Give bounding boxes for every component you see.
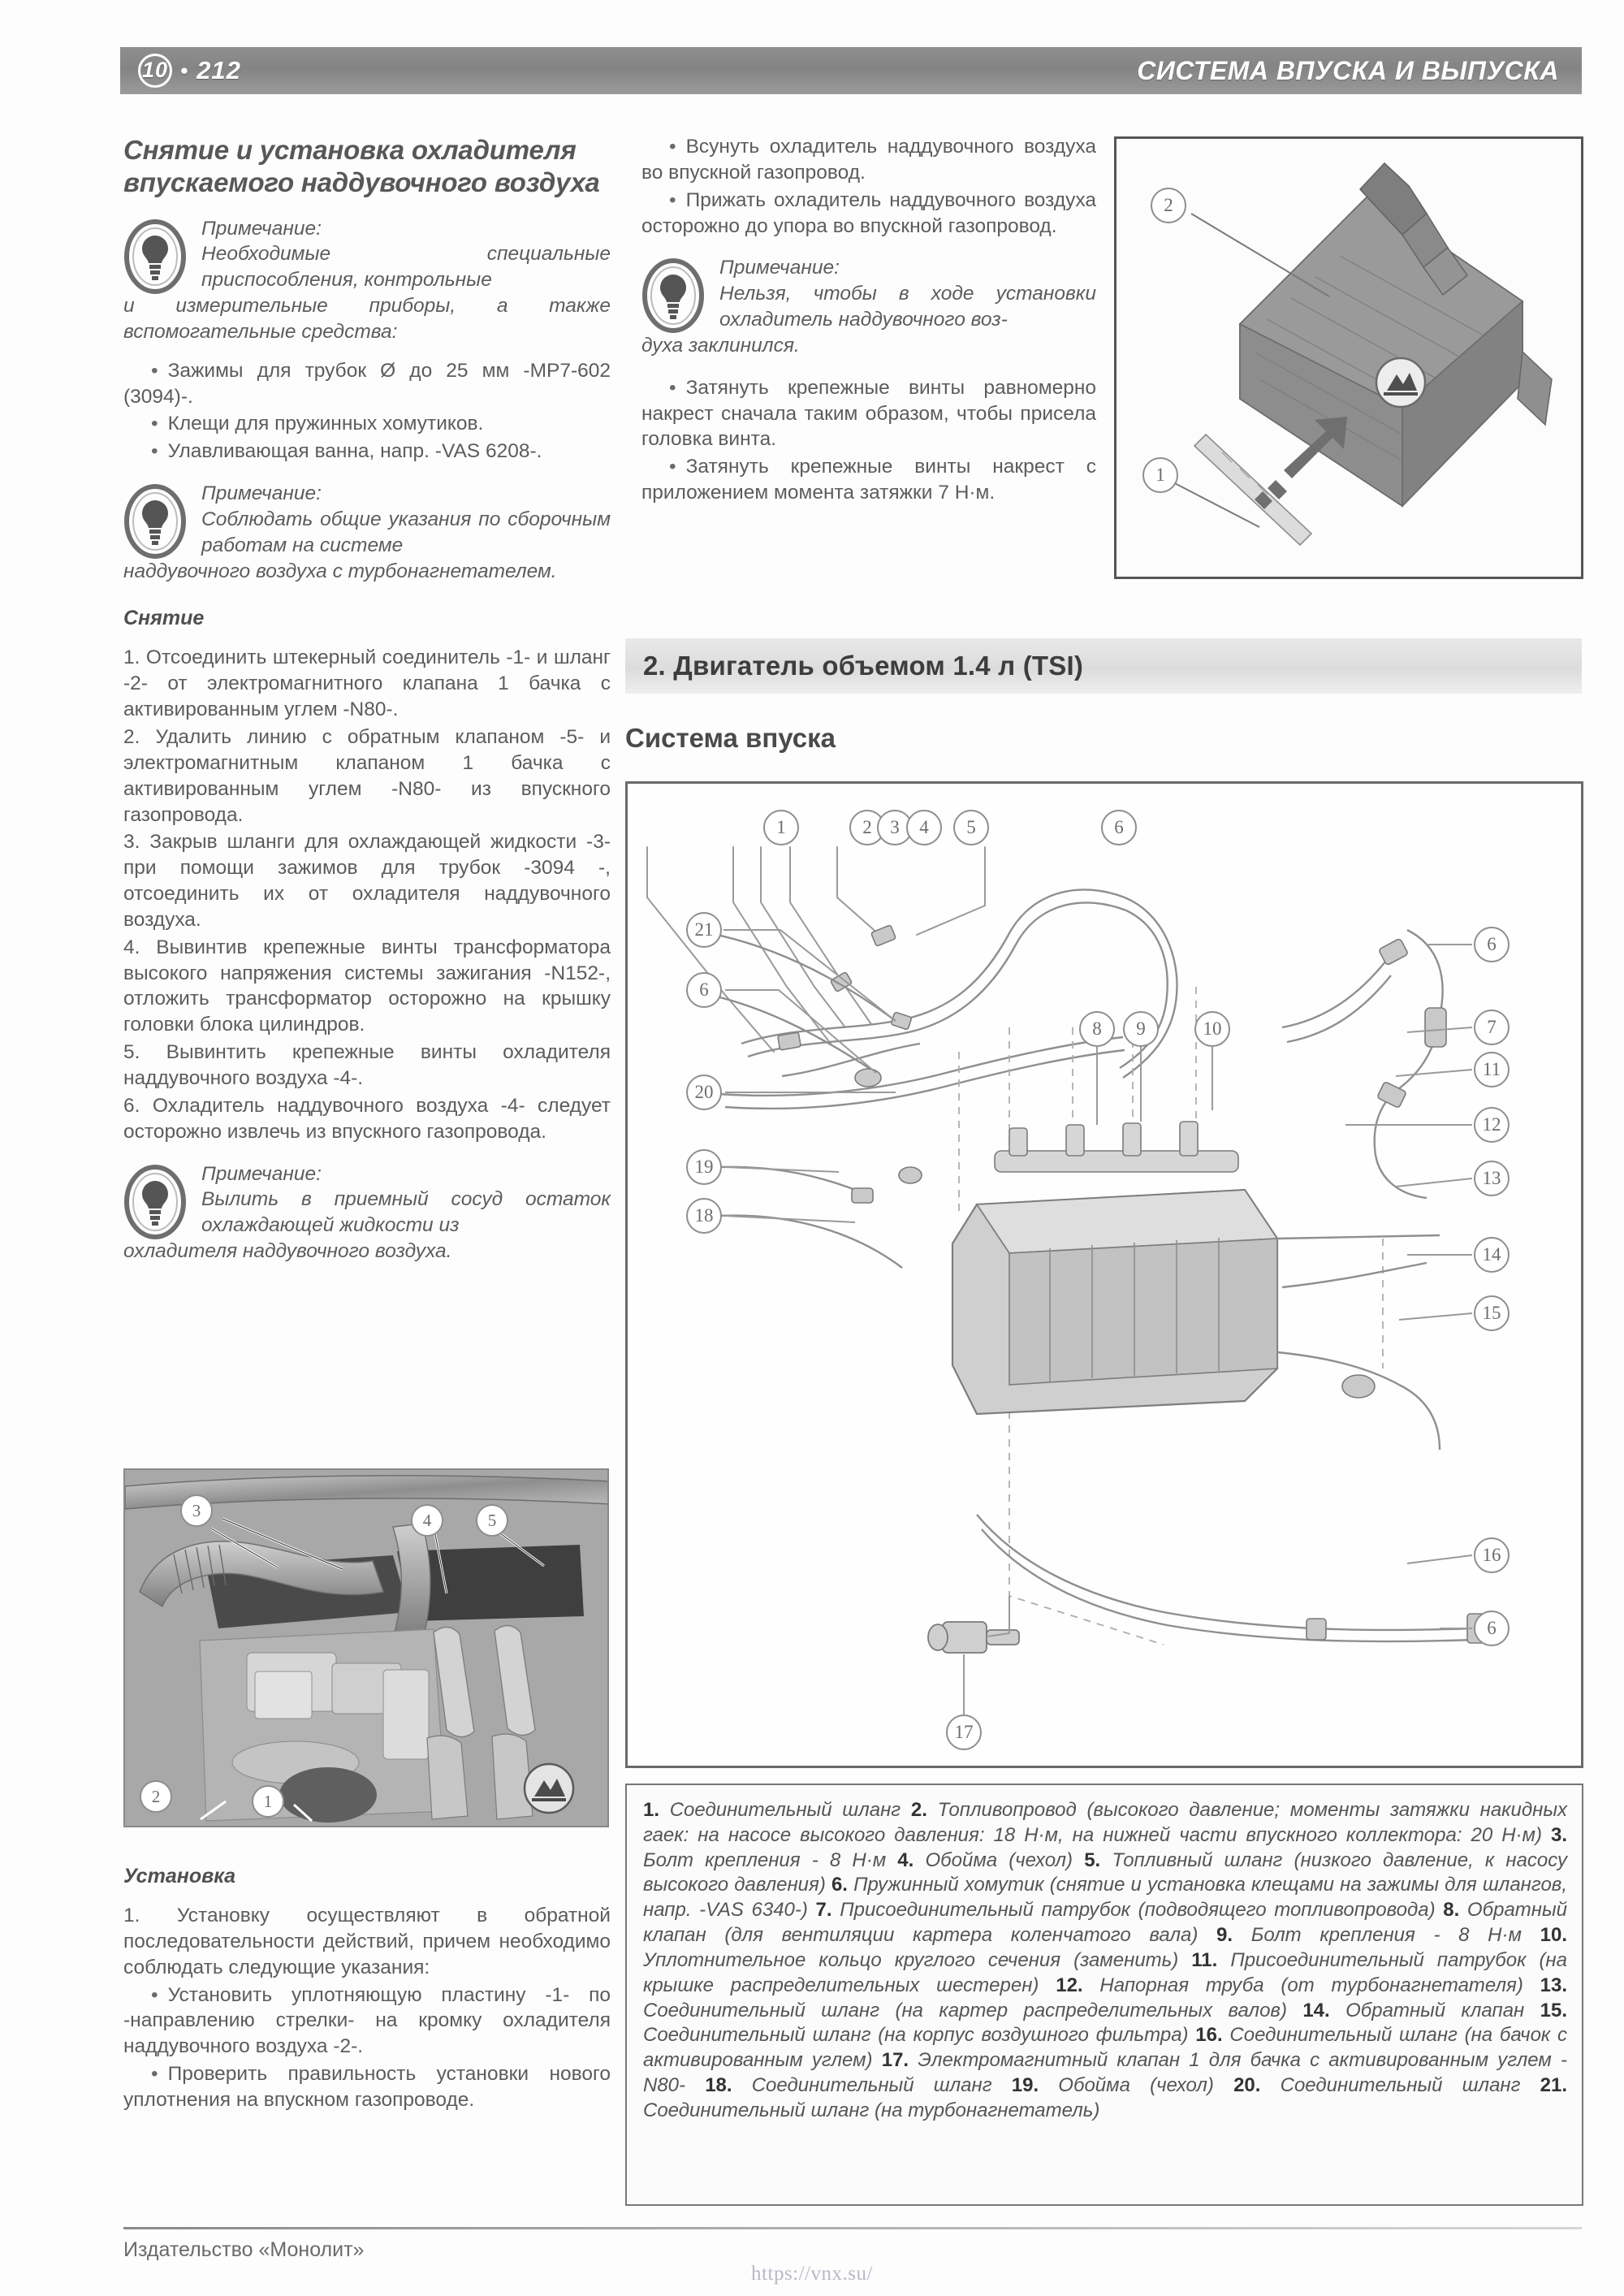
publisher-stamp (525, 1764, 573, 1813)
install-bullet-2: • Проверить правильность установки нового уплотнения на впускном газопроводе. (123, 2061, 611, 2113)
figure-callout-2: 2 (1151, 188, 1186, 223)
lightbulb-icon (641, 258, 705, 333)
diagram-callout-3: 3 (877, 810, 913, 845)
diagram-callout-19: 19 (686, 1149, 722, 1185)
note-text-1b: и измерительные приборы, а также вспомогательные средства: (123, 295, 611, 343)
header-separator: • (180, 58, 189, 83)
removal-step-2: 2. Удалить линию с обратным клапаном -5- и электромагнитным клапаном 1 бачка с активированным углем -N80- из впускного газопровода. (123, 726, 611, 826)
page-number: 212 (197, 56, 241, 84)
install-bullet-1: • Установить уплотняющую пластину -1- по -направлению стрелки- на кромку охладителя наддувочного воздуха -2-. (123, 1983, 611, 2060)
note-label-2: Примечание: (201, 482, 322, 505)
note-label-4: Примечание: (719, 257, 840, 279)
diagram-callout-1: 1 (763, 810, 799, 845)
removal-step-5: 5. Вывинтить крепежные винты охладителя наддувочного воздуха -4-. (123, 1041, 611, 1089)
note-block-4 (641, 255, 1096, 358)
note-text-1a: Необходимые специальные приспособления, контрольные (201, 243, 611, 292)
figure-callout-1: 1 (1142, 457, 1178, 493)
footer-divider (123, 2227, 1582, 2229)
diagram-legend (625, 1784, 1583, 2206)
tool-item-1: • Клещи для пружинных хомутиков. (123, 411, 611, 437)
header-title: СИСТЕМА ВПУСКА И ВЫПУСКА (1137, 55, 1559, 85)
note-text-4b: духа заклинился. (641, 334, 800, 357)
note-label-1: Примечание: (201, 217, 322, 240)
legend-text: 1. Соединительный шланг 2. Топливопровод (высокого давление; моменты затяжки накидных гаек: на насосе высокого давления: 18 Н·м, на нижней части впускного коллектора: 20 Н·м) 3. Болт крепления - 8 Н·м 4. Обойма (чехол) 5. Топливный шланг (низкого давление, к насосу высокого давления) 6. Пружинный хомутик (снятие и установка клещами на зажимы для шлангов, напр. -VAS 6340-) 7. Присоединительный патрубок (подводящего топливопровода) 8. Обратный клапан (для вентиляции картера коленчатого вала) 9. Болт крепления - 8 Н·м 10. Уплотнительное кольцо круглого сечения (заменить) 11. Присоединительный патрубок (на крышке распределительных шестерен) 12. Напорная труба (от турбонагнетателя) 13. Соединительный шланг (на картер распределительных валов) 14. Обратный клапан 15. Соединительный шланг (на корпус воздушного фильтра) 16. Соединительный шланг (на бачок с активированным углем) 17. Электромагнитный клапан 1 для бачка с активированным углем -N80- 18. Соединительный шланг 19. Обойма (чехол) 20. Соединительный шланг 21. Соединительный шланг (на турбонагнетатель) (643, 1799, 1568, 2121)
diagram-linework (628, 784, 1581, 1766)
install-section (123, 1865, 611, 2115)
note-block-1 (123, 216, 611, 345)
publisher-name: Издательство «Монолит» (123, 2238, 365, 2261)
note-text-2b: наддувочного воздуха с турбонагнетателем. (123, 560, 557, 582)
removal-step-6: 6. Охладитель наддувочного воздуха -4- следует осторожно извлечь из впускного газопровода. (123, 1094, 611, 1143)
install-step-1: 1. Установку осуществляют в обратной последовательности действий, причем необходимо соблюдать следующие указания: (123, 1905, 611, 1978)
page-number-group (138, 54, 241, 88)
diagram-callout-14: 14 (1474, 1237, 1510, 1273)
section-subheading: Система впуска (625, 723, 836, 753)
middle-column (641, 134, 1096, 508)
diagram-callout-2: 2 (849, 810, 885, 845)
diagram-callout-21: 21 (686, 912, 722, 948)
tool-item-2: • Улавливающая ванна, напр. -VAS 6208-. (123, 439, 611, 465)
chapter-number: 10 (138, 54, 172, 88)
engine-bay-photo (123, 1468, 609, 1827)
lightbulb-icon (123, 219, 187, 294)
mid-bullet-1: • Всунуть охладитель наддувочного воздуха во впускной газопровод. (641, 134, 1096, 186)
diagram-callout-13: 13 (1474, 1161, 1510, 1196)
install-heading: Установка (123, 1865, 236, 1887)
diagram-callout-11: 11 (1474, 1052, 1510, 1087)
diagram-callout-10: 10 (1194, 1011, 1230, 1047)
note-label-3: Примечание: (201, 1162, 322, 1185)
diagram-callout-7: 7 (1474, 1010, 1510, 1045)
photo-callout-1: 1 (252, 1785, 284, 1818)
diagram-callout-18: 18 (686, 1198, 722, 1234)
diagram-callout-6-left: 6 (686, 972, 722, 1008)
mid-bullet-4: • Затянуть крепежные винты накрест с приложением момента затяжки 7 Н·м. (641, 454, 1096, 506)
diagram-callout-6-right: 6 (1474, 927, 1510, 962)
publisher-stamp (1376, 358, 1425, 407)
diagram-callout-4: 4 (906, 810, 942, 845)
diagram-callout-6-bottom: 6 (1474, 1611, 1510, 1646)
diagram-callout-5: 5 (953, 810, 989, 845)
intercooler-figure (1114, 136, 1583, 579)
diagram-callout-15: 15 (1474, 1295, 1510, 1331)
diagram-callout-6-top: 6 (1101, 810, 1137, 845)
intake-system-diagram (625, 781, 1583, 1768)
photo-callout-5: 5 (476, 1504, 508, 1537)
section-banner (625, 638, 1582, 694)
diagram-callout-8: 8 (1079, 1011, 1115, 1047)
mid-bullet-2: • Прижать охладитель наддувочного воздуха осторожно до упора во впускной газопровод. (641, 188, 1096, 240)
removal-step-4: 4. Вывинтив крепежные винты трансформатора высокого напряжения системы зажигания -N152-, отложить трансформатор осторожно на крышку головки блока цилиндров. (123, 936, 611, 1036)
note-text-2a: Соблюдать общие указания по сборочным работам на системе (201, 508, 611, 556)
left-column (123, 134, 611, 1278)
diagram-callout-9: 9 (1123, 1011, 1159, 1047)
note-text-4a: Нельзя, чтобы в ходе установки охладитель наддувочного воз- (719, 283, 1096, 331)
photo-callout-3: 3 (180, 1494, 213, 1527)
photo-callout-2: 2 (140, 1780, 172, 1813)
diagram-callout-20: 20 (686, 1074, 722, 1110)
removal-heading: Снятие (123, 607, 205, 630)
note-text-3a: Вылить в приемный сосуд остаток охлаждающей жидкости из (201, 1188, 611, 1237)
removal-step-3: 3. Закрыв шланги для охлаждающей жидкости -3- при помощи зажимов для трубок -3094 -, отсоединить их от охладителя наддувочного воздуха. (123, 831, 611, 931)
section-banner-title: 2. Двигатель объемом 1.4 л (TSI) (643, 651, 1084, 681)
lightbulb-icon (123, 484, 187, 559)
lightbulb-icon (123, 1165, 187, 1239)
note-text-3b: охладителя наддувочного воздуха. (123, 1240, 452, 1263)
removal-step-1: 1. Отсоединить штекерный соединитель -1- и шланг -2- от электромагнитного клапана 1 бачка с активированным углем -N80-. (123, 646, 611, 721)
page-header (120, 47, 1582, 94)
watermark-url: https://vnx.su/ (751, 2263, 873, 2285)
page-title: Снятие и установка охладителя впускаемого наддувочного воздуха (123, 135, 600, 198)
photo-callout-4: 4 (411, 1504, 443, 1537)
mid-bullet-3: • Затянуть крепежные винты равномерно накрест сначала таким образом, чтобы присела головка винта. (641, 375, 1096, 453)
tool-item-0: • Зажимы для трубок Ø до 25 мм -MP7-602 (3094)-. (123, 358, 611, 410)
diagram-callout-16: 16 (1474, 1537, 1510, 1573)
note-block-2 (123, 481, 611, 584)
diagram-callout-12: 12 (1474, 1107, 1510, 1143)
diagram-callout-17: 17 (946, 1714, 982, 1750)
note-block-3 (123, 1161, 611, 1265)
